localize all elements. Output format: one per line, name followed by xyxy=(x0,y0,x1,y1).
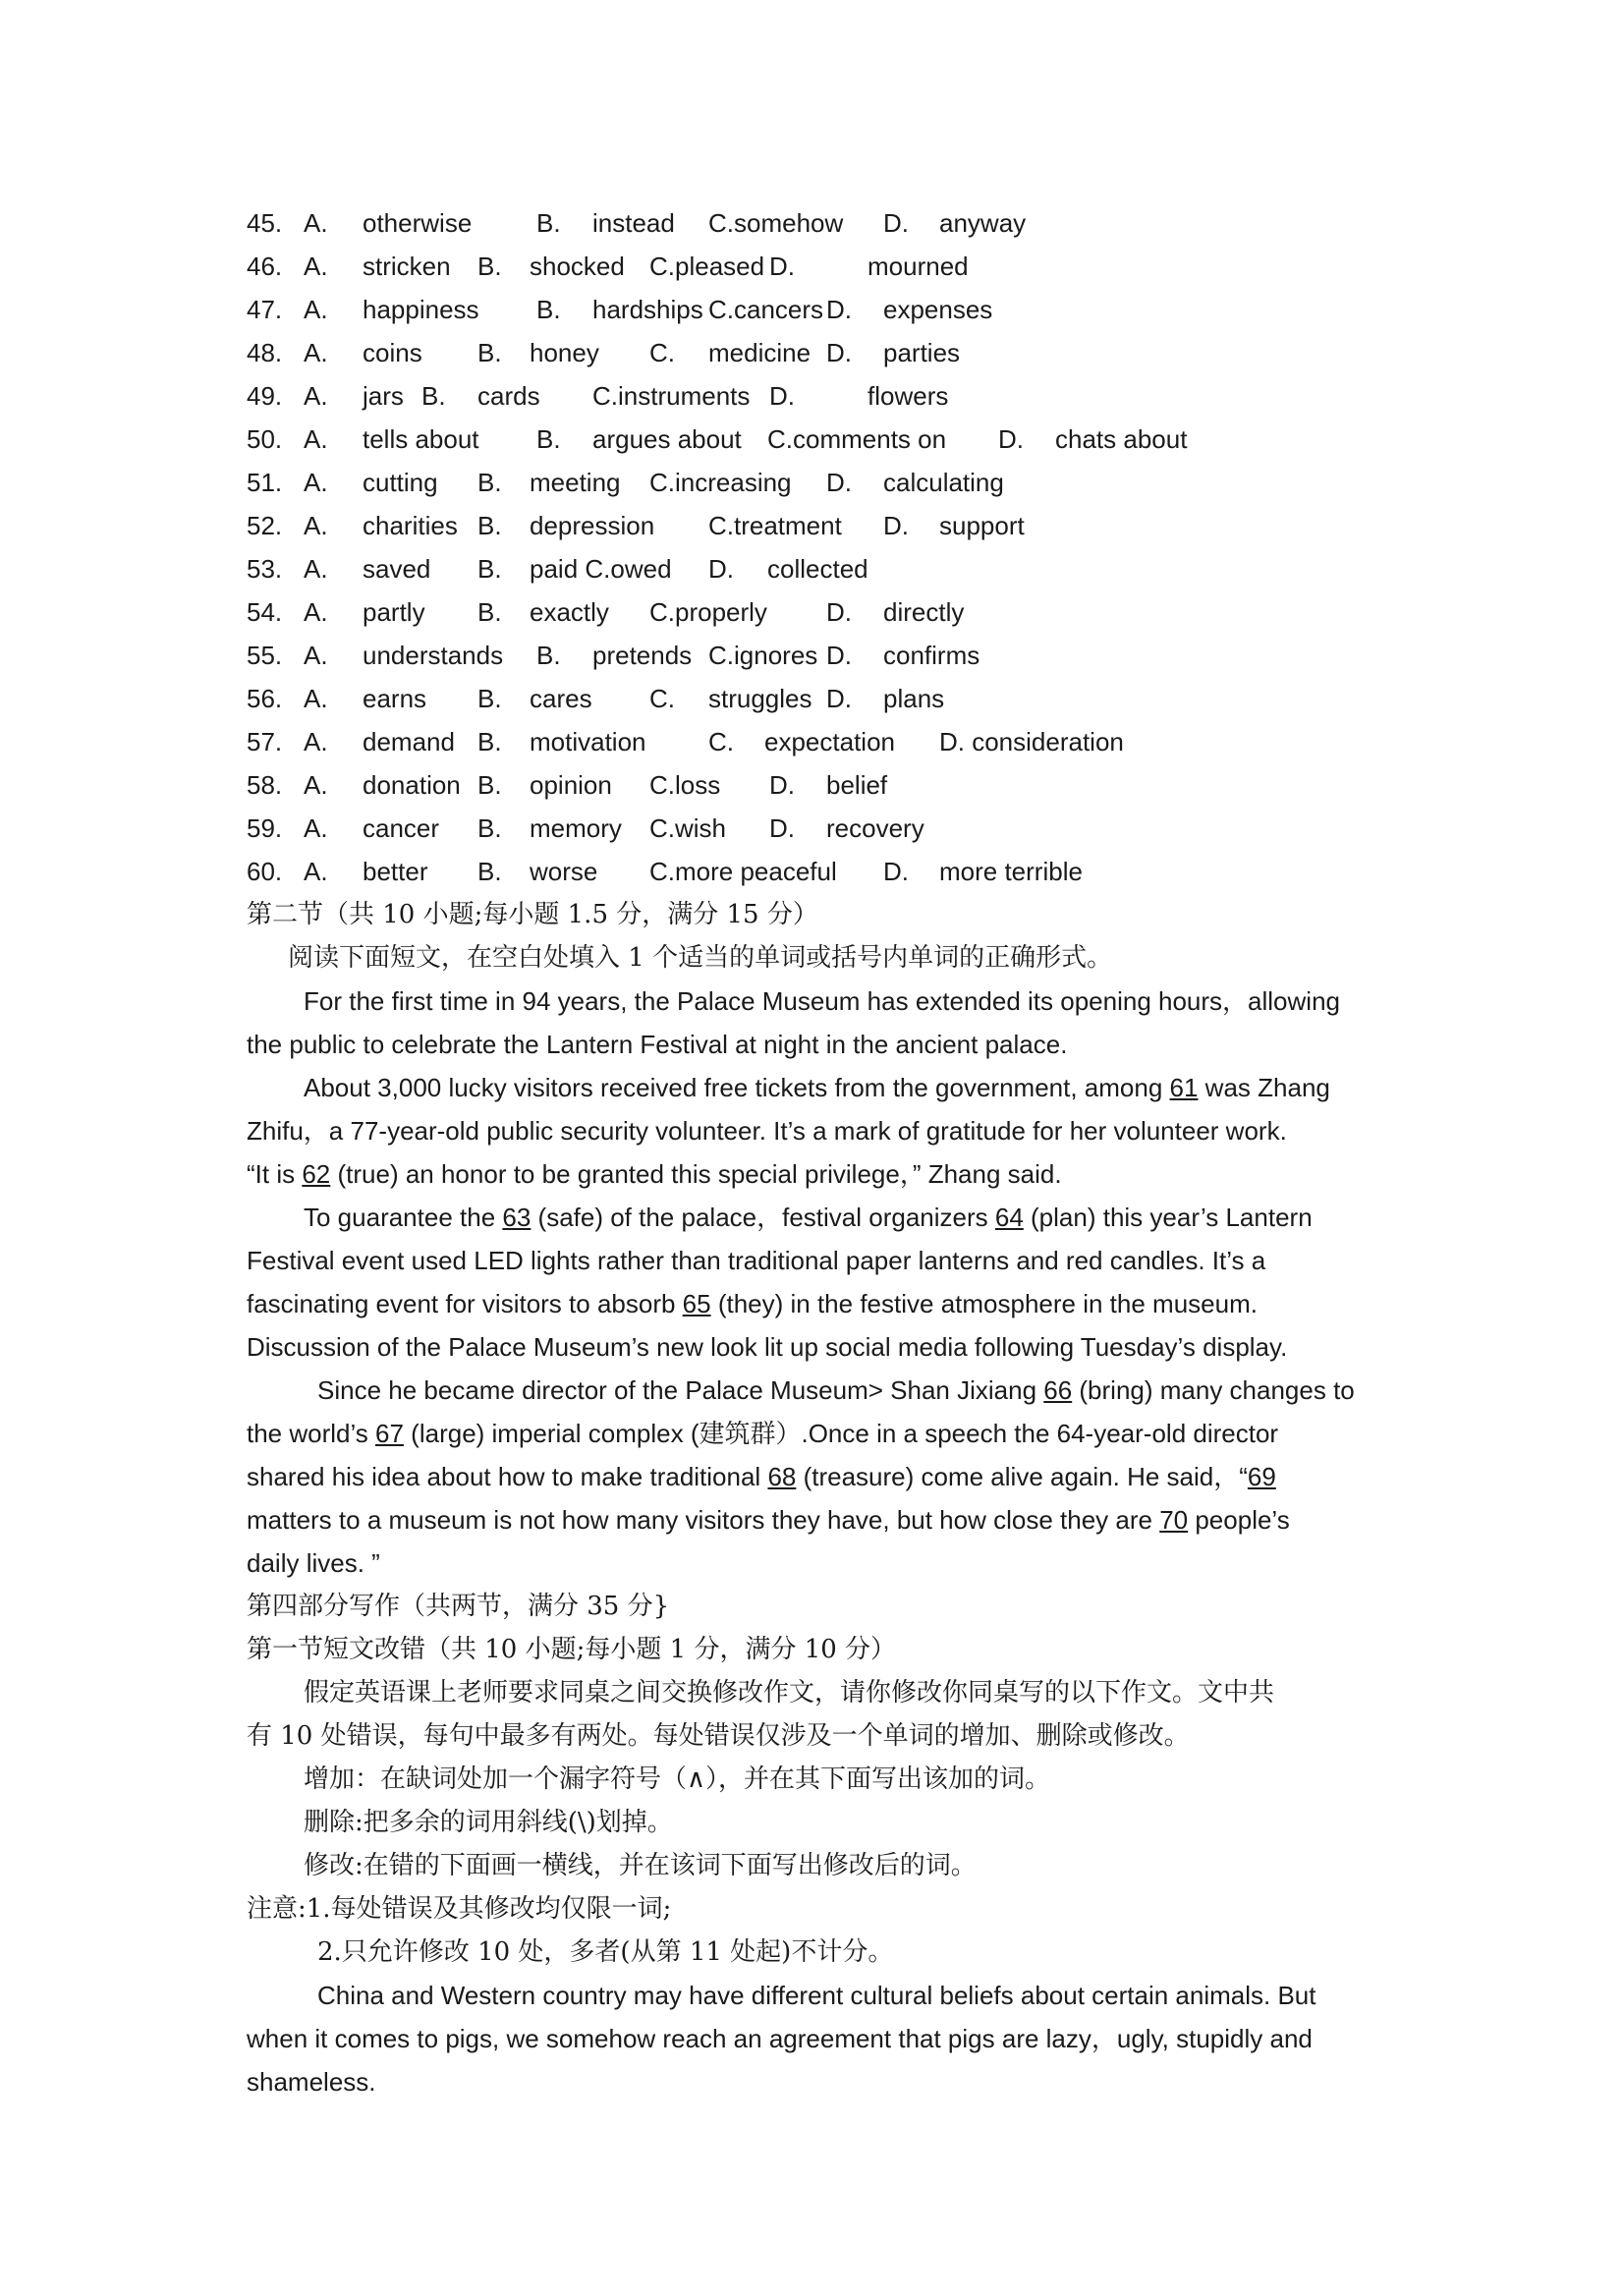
option-b-text: pretends xyxy=(592,641,693,670)
section2-heading: 第二节（共 10 小题;每小题 1.5 分，满分 15 分） xyxy=(247,900,818,929)
option-a-text: demand xyxy=(363,727,455,756)
option-d-text: recovery xyxy=(826,813,924,843)
question-number: 57. xyxy=(247,727,283,756)
option-a-text: saved xyxy=(363,554,431,584)
blank-64: 64 xyxy=(994,1203,1024,1232)
option-b-text: memory xyxy=(530,813,622,843)
option-a-text: partly xyxy=(363,597,425,627)
option-b-text: worse xyxy=(530,857,598,886)
question-row xyxy=(247,807,1396,850)
blank-68: 68 xyxy=(767,1462,797,1491)
option-b-letter: B. xyxy=(536,295,561,324)
option-a-text: jars xyxy=(363,381,404,411)
question-number: 54. xyxy=(247,597,283,627)
question-row xyxy=(247,634,1396,677)
option-d-letter: D. xyxy=(769,813,795,843)
question-number: 56. xyxy=(247,684,283,713)
question-row xyxy=(247,201,1396,245)
instruction-delete: 删除:把多余的词用斜线(\)划掉。 xyxy=(304,1808,673,1837)
question-number: 58. xyxy=(247,770,283,800)
option-a-text: tells about xyxy=(363,424,479,454)
option-b-text: paid C.owed xyxy=(530,554,672,584)
option-b-letter: B. xyxy=(477,684,502,713)
question-row xyxy=(247,590,1396,634)
passage-line: “It is 62 (true) an honor to be granted this special privilege，” Zhang said. xyxy=(247,1159,1062,1189)
option-a-letter: A. xyxy=(304,295,328,324)
option-d-letter: D. xyxy=(826,684,852,713)
question-number: 49. xyxy=(247,381,283,411)
question-row xyxy=(247,245,1396,288)
option-b-text: hardships xyxy=(592,295,703,324)
option-d-letter: D. xyxy=(769,252,795,281)
note-line: 2.只允许修改 10 处，多者(从第 11 处起)不计分。 xyxy=(317,1937,894,1967)
question-number: 51. xyxy=(247,468,283,497)
question-number: 47. xyxy=(247,295,283,324)
option-d-text: flowers xyxy=(867,381,949,411)
blank-70: 70 xyxy=(1159,1505,1189,1535)
blank-65: 65 xyxy=(682,1289,711,1318)
option-a-text: understands xyxy=(363,641,504,670)
passage-line: To guarantee the 63 (safe) of the palace，festival organizers 64 (plan) this year’s Lantern xyxy=(304,1203,1313,1232)
option-a-letter: A. xyxy=(304,813,328,843)
option-d-text: support xyxy=(939,511,1025,540)
question-number: 59. xyxy=(247,813,283,843)
option-c-text: C. xyxy=(649,338,675,367)
option-d-text: belief xyxy=(826,770,888,800)
option-d-text: chats about xyxy=(1055,424,1188,454)
option-c-text: C.ignores xyxy=(708,641,818,670)
passage-line: daily lives. ” xyxy=(247,1548,380,1578)
option-b-letter: B. xyxy=(536,424,561,454)
option-b-letter: B. xyxy=(477,857,502,886)
option-d-letter: D. xyxy=(883,208,909,238)
option-b-text: exactly xyxy=(530,597,609,627)
option-d-letter: D. xyxy=(826,597,852,627)
option-a-text: cutting xyxy=(363,468,438,497)
option-c-text: C.cancers xyxy=(708,295,824,324)
option-d-letter: D. xyxy=(769,381,795,411)
instruction-modify: 修改:在错的下面画一横线，并在该词下面写出修改后的词。 xyxy=(304,1851,977,1880)
instruction-line: 有 10 处错误，每句中最多有两处。每处错误仅涉及一个单词的增加、删除或修改。 xyxy=(247,1721,1190,1751)
blank-67: 67 xyxy=(375,1419,404,1448)
option-a-letter: A. xyxy=(304,468,328,497)
part4-heading: 第四部分写作（共两节，满分 35 分} xyxy=(247,1592,670,1621)
option-a-letter: A. xyxy=(304,424,328,454)
option-a-letter: A. xyxy=(304,727,328,756)
option-b-letter: B. xyxy=(477,770,502,800)
option-a-letter: A. xyxy=(304,381,328,411)
option-a-text: stricken xyxy=(363,252,451,281)
option-a-letter: A. xyxy=(304,770,328,800)
passage-line: Since he became director of the Palace Museum> Shan Jixiang 66 (bring) many changes to xyxy=(317,1375,1355,1405)
essay-line: when it comes to pigs, we somehow reach an agreement that pigs are lazy，ugly, stupidly and xyxy=(247,2024,1313,2053)
question-number: 48. xyxy=(247,338,283,367)
option-a-letter: A. xyxy=(304,857,328,886)
option-d-text: plans xyxy=(883,684,945,713)
option-d-text: calculating xyxy=(883,468,1004,497)
option-b-text: shocked xyxy=(530,252,625,281)
passage-grammar-fill xyxy=(247,980,1396,1585)
option-b-letter: B. xyxy=(477,554,502,584)
passage-line: For the first time in 94 years, the Palace Museum has extended its opening hours，allowing xyxy=(304,986,1340,1016)
blank-62: 62 xyxy=(302,1159,331,1189)
option-b-letter: B. xyxy=(477,597,502,627)
option-d-text: collected xyxy=(767,554,868,584)
option-a-text: happiness xyxy=(363,295,479,324)
option-d-letter: D. xyxy=(708,554,734,584)
option-c-text: C. xyxy=(649,684,675,713)
option-b-letter: B. xyxy=(477,468,502,497)
option-a-letter: A. xyxy=(304,338,328,367)
option-b-text: depression xyxy=(530,511,655,540)
passage-line: About 3,000 lucky visitors received free tickets from the government, among 61 was Zhang xyxy=(304,1073,1330,1102)
part4-sub-heading: 第一节短文改错（共 10 小题;每小题 1 分，满分 10 分） xyxy=(247,1635,897,1664)
instruction-line: 假定英语课上老师要求同桌之间交换修改作文，请你修改你同桌写的以下作文。文中共 xyxy=(304,1678,1275,1708)
question-number: 45. xyxy=(247,208,283,238)
question-row xyxy=(247,461,1396,504)
option-c-text: C.treatment xyxy=(708,511,842,540)
question-row xyxy=(247,547,1396,590)
option-c-text: C.more peaceful xyxy=(649,857,837,886)
question-number: 52. xyxy=(247,511,283,540)
question-number: 60. xyxy=(247,857,283,886)
option-a-text: better xyxy=(363,857,428,886)
option-b-letter: B. xyxy=(477,727,502,756)
option-d-text: anyway xyxy=(939,208,1027,238)
option-b-text: cares xyxy=(530,684,592,713)
option-b-letter: B. xyxy=(421,381,446,411)
option-c-text: C.comments on xyxy=(767,424,947,454)
option-b-text: honey xyxy=(530,338,599,367)
essay-line: shameless. xyxy=(247,2067,376,2097)
option-a-letter: A. xyxy=(304,641,328,670)
note-line: 注意:1.每处错误及其修改均仅限一词; xyxy=(247,1894,672,1924)
blank-69: 69 xyxy=(1247,1462,1276,1491)
question-row xyxy=(247,763,1396,807)
question-row xyxy=(247,418,1396,461)
question-row xyxy=(247,374,1396,418)
option-d-letter: D. xyxy=(769,770,795,800)
question-number: 53. xyxy=(247,554,283,584)
option-a-letter: A. xyxy=(304,597,328,627)
blank-61: 61 xyxy=(1169,1073,1199,1102)
option-c-text: C.pleased xyxy=(649,252,765,281)
exam-page xyxy=(247,201,1396,2103)
option-d-text: confirms xyxy=(883,641,980,670)
option-b-letter: B. xyxy=(536,641,561,670)
option-b-text: opinion xyxy=(530,770,612,800)
question-number: 46. xyxy=(247,252,283,281)
option-d-letter: D. consideration xyxy=(939,727,1124,756)
essay-line: China and Western country may have different cultural beliefs about certain animals. But xyxy=(317,1981,1316,2010)
blank-66: 66 xyxy=(1043,1375,1073,1405)
option-c-text: C.increasing xyxy=(649,468,792,497)
question-row xyxy=(247,288,1396,331)
option-b-text: instead xyxy=(592,208,675,238)
option-c-text: C. xyxy=(708,727,734,756)
option-d-letter: D. xyxy=(883,857,909,886)
passage-line: the world’s 67 (large) imperial complex (建筑群）.Once in a speech the 64-year-old director xyxy=(247,1419,1279,1448)
passage-line: matters to a museum is not how many visitors they have, but how close they are 70 people’s xyxy=(247,1505,1290,1535)
option-d-text: parties xyxy=(883,338,961,367)
option-d-letter: D. xyxy=(826,641,852,670)
passage-line: Discussion of the Palace Museum’s new look lit up social media following Tuesday’s display. xyxy=(247,1332,1288,1362)
option-d-letter: D. xyxy=(883,511,909,540)
instruction-add: 增加：在缺词处加一个漏字符号（∧），并在其下面写出该加的词。 xyxy=(304,1764,1051,1794)
option-b-text: cards xyxy=(477,381,540,411)
option-a-text: donation xyxy=(363,770,461,800)
option-c-text: struggles xyxy=(708,684,812,713)
option-d-text: more terrible xyxy=(939,857,1083,886)
option-a-letter: A. xyxy=(304,252,328,281)
passage-line: Festival event used LED lights rather than traditional paper lanterns and red candles. It’s a xyxy=(247,1246,1266,1275)
option-b-text: argues about xyxy=(592,424,742,454)
blank-63: 63 xyxy=(502,1203,532,1232)
question-row xyxy=(247,331,1396,374)
option-b-text: meeting xyxy=(530,468,621,497)
option-d-text: directly xyxy=(883,597,965,627)
question-number: 55. xyxy=(247,641,283,670)
option-d-letter: D. xyxy=(826,295,852,324)
option-d-letter: D. xyxy=(998,424,1024,454)
option-d-text: mourned xyxy=(867,252,969,281)
option-d-letter: D. xyxy=(826,338,852,367)
question-row xyxy=(247,850,1396,893)
option-a-letter: A. xyxy=(304,208,328,238)
question-row xyxy=(247,720,1396,763)
question-number: 50. xyxy=(247,424,283,454)
option-a-text: cancer xyxy=(363,813,440,843)
option-a-letter: A. xyxy=(304,511,328,540)
section2-instruction: 阅读下面短文，在空白处填入 1 个适当的单词或括号内单词的正确形式。 xyxy=(288,943,1113,973)
option-a-text: charities xyxy=(363,511,458,540)
passage-line: the public to celebrate the Lantern Festival at night in the ancient palace. xyxy=(247,1030,1068,1059)
option-d-text: expenses xyxy=(883,295,993,324)
option-c-text: medicine xyxy=(708,338,812,367)
options-list xyxy=(247,201,1396,893)
option-b-text: motivation xyxy=(530,727,646,756)
question-row xyxy=(247,504,1396,547)
option-d-letter: D. xyxy=(826,468,852,497)
option-b-letter: B. xyxy=(477,338,502,367)
option-c-text: C.loss xyxy=(649,770,721,800)
question-row xyxy=(247,677,1396,720)
option-c-text: C.somehow xyxy=(708,208,844,238)
passage-line: shared his idea about how to make traditional 68 (treasure) come alive again. He said，“69 xyxy=(247,1462,1276,1491)
option-c-text: C.properly xyxy=(649,597,767,627)
option-c-text: C.wish xyxy=(649,813,727,843)
option-a-letter: A. xyxy=(304,684,328,713)
passage-line: fascinating event for visitors to absorb 65 (they) in the festive atmosphere in the museum. xyxy=(247,1289,1258,1318)
option-b-letter: B. xyxy=(477,511,502,540)
option-c-text: C.instruments xyxy=(592,381,751,411)
option-c-text: expectation xyxy=(764,727,895,756)
option-b-letter: B. xyxy=(477,252,502,281)
option-a-text: otherwise xyxy=(363,208,473,238)
option-b-letter: B. xyxy=(477,813,502,843)
option-b-letter: B. xyxy=(536,208,561,238)
option-a-text: coins xyxy=(363,338,422,367)
option-a-letter: A. xyxy=(304,554,328,584)
option-a-text: earns xyxy=(363,684,427,713)
passage-line: Zhifu，a 77-year-old public security volunteer. It’s a mark of gratitude for her volunteer work. xyxy=(247,1116,1287,1146)
